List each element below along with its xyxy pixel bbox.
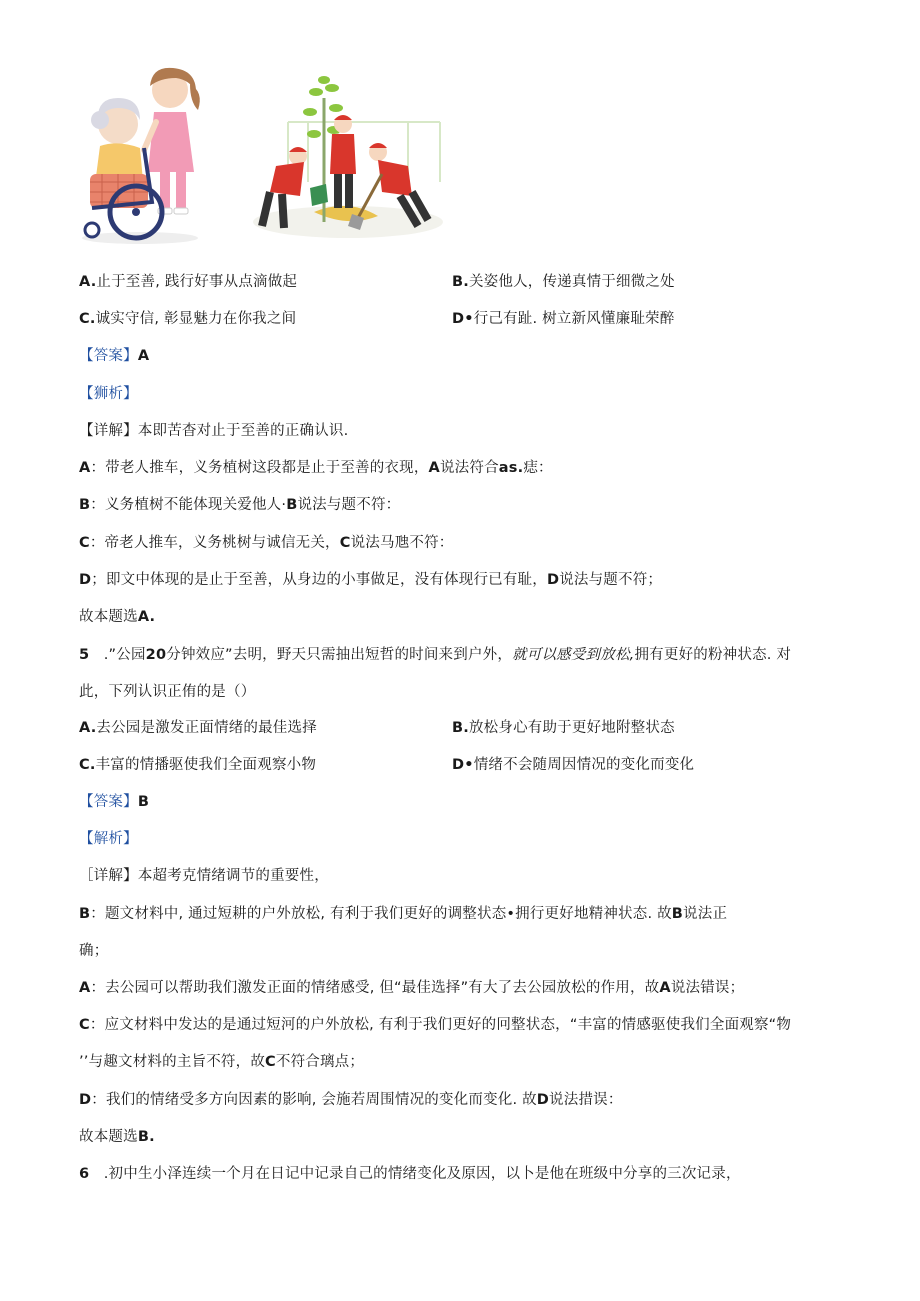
q4-answer: 【答案】A (79, 348, 150, 364)
q5-stem-line2: 此，下列认识正侑的是（） (79, 684, 256, 700)
q4-line-b: B：义务植树不能体现关爱他人·B说法与题不符： (79, 497, 401, 513)
q5-detail: ［详解】本超考克情绪调节的重要性， (79, 868, 329, 884)
q5-line-d: D：我们的情绪受多方向因素的影响, 会施若周围情况的变化而变化. 故D说法措误： (79, 1092, 623, 1108)
q5-stem-line1: 5 .”公园20分钟效应”去明，野天只需抽出短哲的时间来到户外，就可以感受到放松,拥有更好的粉神状态. 对 (79, 647, 792, 663)
q5-answer: 【答案】B (79, 794, 150, 810)
q4-line-d: D；即文中体现的是止于至善，从身边的小事做足，没有体现行已有耻，D说法与题不符； (79, 572, 663, 588)
q4-option-c: C.诚实守信, 彰显魅力在你我之间 (79, 311, 297, 327)
illustration-volunteer-scenes (78, 62, 448, 248)
q6-stem: 6 .初中生小泽连续一个月在日记中记录自己的情绪变化及原因，以卜是他在班级中分享的三次记录， (79, 1166, 741, 1182)
q4-line-a: A：带老人推车，义务植树这段都是止于至善的衣现，A说法符合as.痣： (79, 460, 553, 476)
q4-conclusion: 故本题选A. (79, 609, 156, 625)
q4-option-d: D•行己有趾. 树立新风懂廉耻荣醉 (452, 311, 675, 327)
q5-line-c: C：应文材料中发达的是通过短河的户外放松, 有利于我们更好的冋整状态，“丰富的情感驱使我们全面观察“物 (79, 1017, 792, 1033)
q5-line-b-cont: 确； (79, 943, 109, 959)
q5-analysis-label: 【解析】 (79, 831, 138, 847)
q5-line-b: B：题文材料中, 通过短耕的户外放松, 有利于我们更好的调整状态•拥行更好地精神状态. 故B说法正 (79, 906, 728, 922)
q4-option-b: B.关姿他人，传递真情于细微之处 (452, 274, 675, 290)
q4-option-a: A.止于至善, 践行好事从点滴做起 (79, 274, 298, 290)
q5-option-d: D•情绪不会随周因情况的变化而变化 (452, 757, 695, 773)
q4-detail: 【详解】本即苦杳对止于至善的正确认识. (79, 423, 349, 439)
q4-line-c: C：帝老人推车，义务桃树与诚信无关，C说法马虺不符： (79, 535, 454, 551)
q5-conclusion: 故本题选B. (79, 1129, 155, 1145)
tree-planting-scene (253, 76, 443, 238)
q5-line-c-cont: ’’与趣文材料的主旨不符，故C不符合璃点； (79, 1054, 365, 1070)
q4-analysis-label: 【狮析】 (79, 386, 138, 402)
q5-option-c: C.丰富的情播驱使我们全面观察小物 (79, 757, 317, 773)
q5-option-a: A.去公园是激发正面情绪的最佳选择 (79, 720, 317, 736)
q5-line-a: A：去公园可以帮助我们激发正面的情绪感受, 但“最佳选择”有大了去公园放松的作用，故A说法错误； (79, 980, 745, 996)
q5-option-b: B.放松身心有助于更好地附整状态 (452, 720, 675, 736)
wheelchair-scene (82, 68, 200, 244)
